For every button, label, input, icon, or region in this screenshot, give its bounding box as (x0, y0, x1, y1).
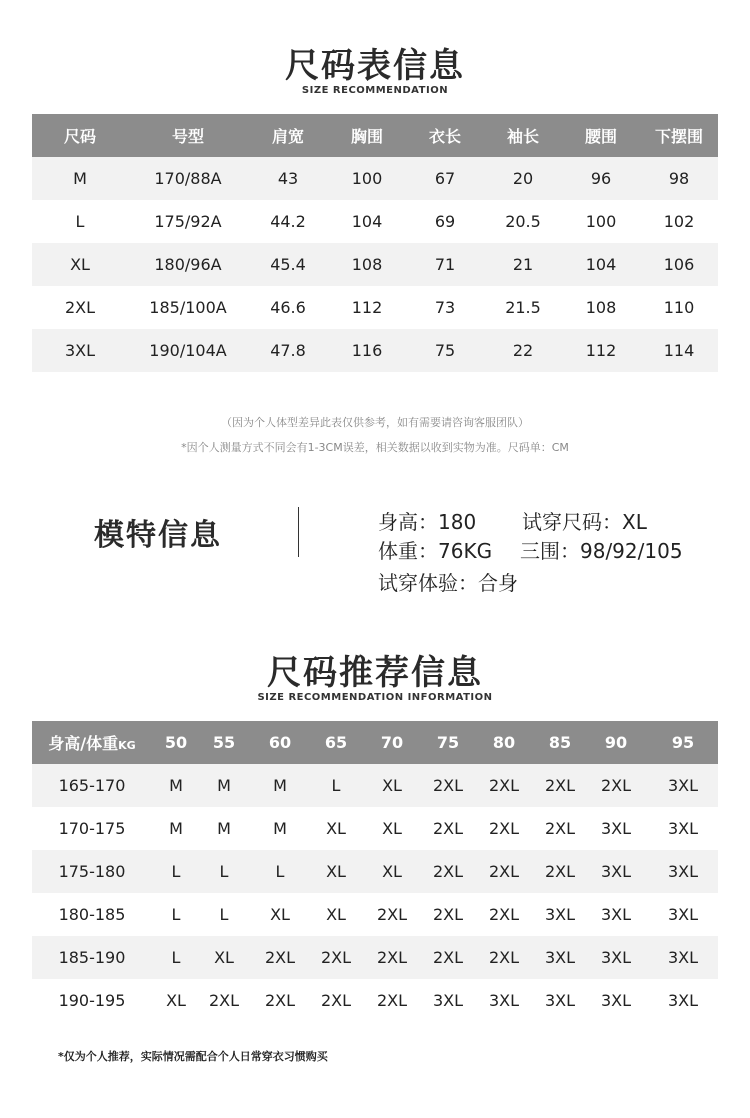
size-cell: 3XL (488, 991, 520, 1010)
table-row (32, 807, 718, 850)
size-cell: M (200, 764, 248, 807)
table-row (32, 936, 718, 979)
size-cell: 2XL (360, 936, 424, 979)
header-cell: 衣长 (406, 114, 484, 157)
height-range-cell: 165-170 (32, 764, 152, 807)
recommend-subtitle: SIZE RECOMMENDATION INFORMATION (257, 692, 493, 703)
table-cell: 45.4 (248, 243, 328, 286)
size-cell: 3XL (667, 819, 699, 838)
table-cell: 104 (562, 243, 640, 286)
size-cell: 3XL (648, 936, 718, 979)
divider (298, 507, 299, 557)
size-cell: M (169, 819, 183, 838)
size-cell: 3XL (432, 991, 464, 1010)
size-cell: 2XL (536, 850, 584, 893)
table-cell: 73 (434, 298, 456, 317)
size-cell: 2XL (264, 991, 296, 1010)
size-cell: XL (326, 905, 346, 924)
weight-header: 55 (200, 721, 248, 764)
height-range-cell: 185-190 (32, 936, 152, 979)
size-cell: 3XL (667, 905, 699, 924)
size-cell: XL (312, 850, 360, 893)
size-cell: XL (200, 936, 248, 979)
table-row (32, 979, 718, 1022)
corner-header (32, 721, 152, 764)
size-cell: L (219, 905, 229, 924)
size-cell: 3XL (648, 850, 718, 893)
size-cell: XL (360, 850, 424, 893)
size-cell: M (248, 764, 312, 807)
size-cell: 2XL (376, 991, 408, 1010)
table-cell: 75 (406, 329, 484, 372)
size-cell: M (217, 819, 231, 838)
table-cell: 3XL (32, 329, 128, 372)
height-range-cell: 180-185 (58, 905, 126, 924)
size-cell: 2XL (376, 905, 408, 924)
size-cell: 2XL (472, 936, 536, 979)
size-cell: L (312, 764, 360, 807)
table-cell: 71 (406, 243, 484, 286)
size-cell: 2XL (488, 819, 520, 838)
size-cell: L (152, 850, 200, 893)
size-chart-header-row (32, 114, 718, 157)
size-chart-subtitle: SIZE RECOMMENDATION (301, 85, 449, 96)
weight-header: 60 (248, 721, 312, 764)
size-cell: XL (360, 764, 424, 807)
weight-header: 95 (648, 721, 718, 764)
size-cell: 3XL (544, 991, 576, 1010)
table-cell: 21.5 (505, 298, 541, 317)
table-cell: 102 (663, 212, 695, 231)
size-cell: L (152, 936, 200, 979)
size-chart-title: 尺码表信息 (285, 46, 465, 86)
table-cell: 96 (562, 157, 640, 200)
model-measurements: 三围：98/92/105 (520, 539, 683, 563)
size-cell: XL (382, 819, 402, 838)
size-cell: 2XL (544, 819, 576, 838)
table-cell: 112 (562, 329, 640, 372)
table-cell: 43 (248, 157, 328, 200)
size-cell: L (248, 850, 312, 893)
corner-unit: KG (118, 739, 136, 752)
size-cell: 2XL (536, 764, 584, 807)
size-cell: 2XL (320, 991, 352, 1010)
table-cell: 108 (328, 243, 406, 286)
weight-header: 80 (472, 721, 536, 764)
header-cell: 袖长 (484, 114, 562, 157)
size-cell: M (273, 819, 287, 838)
size-cell: M (152, 764, 200, 807)
size-cell: 3XL (536, 936, 584, 979)
size-cell: XL (270, 905, 290, 924)
size-cell: L (171, 905, 181, 924)
header-cell: 肩宽 (248, 114, 328, 157)
size-cell: 2XL (424, 936, 472, 979)
recommend-footnote: *仅为个人推荐，实际情况需配合个人日常穿衣习惯购买 (58, 1050, 328, 1063)
header-cell: 腰围 (562, 114, 640, 157)
table-cell: 67 (406, 157, 484, 200)
table-cell: 180/96A (128, 243, 248, 286)
size-chart-disclaimer: *因个人测量方式不同会有1-3CM误差，相关数据以收到实物为准。尺码单：CM (181, 441, 569, 454)
table-cell: 108 (585, 298, 617, 317)
table-cell: 116 (328, 329, 406, 372)
weight-header: 90 (584, 721, 648, 764)
size-cell: 3XL (584, 936, 648, 979)
size-cell: 3XL (544, 905, 576, 924)
height-range-cell: 190-195 (58, 991, 126, 1010)
table-cell: 114 (640, 329, 718, 372)
weight-header: 70 (360, 721, 424, 764)
recommend-header-row (32, 721, 718, 764)
table-cell: 110 (663, 298, 695, 317)
size-cell: XL (166, 991, 186, 1010)
recommend-title: 尺码推荐信息 (267, 653, 483, 693)
table-row (32, 850, 718, 893)
table-cell: 190/104A (128, 329, 248, 372)
size-chart-table (32, 114, 718, 372)
table-cell: 112 (351, 298, 383, 317)
weight-header: 85 (536, 721, 584, 764)
table-cell: 100 (585, 212, 617, 231)
size-cell: 3XL (600, 819, 632, 838)
table-cell: L (75, 212, 85, 231)
table-cell: 21 (484, 243, 562, 286)
table-cell: 20.5 (505, 212, 541, 231)
model-weight: 体重：76KG (378, 539, 493, 563)
table-cell: 44.2 (270, 212, 306, 231)
table-cell: 98 (640, 157, 718, 200)
size-cell: 2XL (248, 936, 312, 979)
model-title: 模特信息 (94, 518, 222, 553)
size-cell: 3XL (667, 991, 699, 1010)
table-cell: 46.6 (270, 298, 306, 317)
table-cell: 2XL (64, 298, 96, 317)
size-cell: 3XL (648, 764, 718, 807)
table-row (32, 764, 718, 807)
size-cell: 2XL (472, 764, 536, 807)
table-cell: 106 (640, 243, 718, 286)
size-cell: 2XL (488, 905, 520, 924)
table-row (32, 157, 718, 200)
table-cell: 104 (351, 212, 383, 231)
size-cell: XL (326, 819, 346, 838)
size-cell: 2XL (424, 764, 472, 807)
table-cell: 20 (484, 157, 562, 200)
table-cell: M (32, 157, 128, 200)
table-cell: 47.8 (248, 329, 328, 372)
size-cell: 3XL (600, 991, 632, 1010)
table-row (32, 329, 718, 372)
table-row (32, 200, 718, 243)
size-cell: 2XL (208, 991, 240, 1010)
weight-header: 50 (152, 721, 200, 764)
size-cell: 2XL (432, 905, 464, 924)
size-cell: 2XL (584, 764, 648, 807)
size-cell: 2XL (472, 850, 536, 893)
weight-header: 75 (424, 721, 472, 764)
size-cell: 3XL (584, 850, 648, 893)
table-cell: 69 (434, 212, 456, 231)
table-row (32, 286, 718, 329)
table-cell: 185/100A (149, 298, 227, 317)
size-cell: L (200, 850, 248, 893)
table-row (32, 243, 718, 286)
model-try-size: 试穿尺码：XL (522, 510, 647, 534)
model-experience: 试穿体验：合身 (378, 571, 518, 595)
size-cell: 2XL (312, 936, 360, 979)
size-cell: 2XL (424, 850, 472, 893)
size-cell: 2XL (432, 819, 464, 838)
table-cell: 170/88A (128, 157, 248, 200)
corner-label: 身高/体重 (48, 734, 119, 753)
size-cell: 3XL (600, 905, 632, 924)
table-cell: 100 (328, 157, 406, 200)
height-range-cell: 170-175 (58, 819, 126, 838)
height-range-cell: 175-180 (32, 850, 152, 893)
table-cell: 175/92A (154, 212, 222, 231)
header-cell: 号型 (128, 114, 248, 157)
table-cell: XL (32, 243, 128, 286)
weight-header: 65 (312, 721, 360, 764)
header-cell: 下摆围 (640, 114, 718, 157)
header-cell: 尺码 (32, 114, 128, 157)
model-height: 身高：180 (378, 510, 477, 534)
size-chart-note: （因为个人体型差异此表仅供参考，如有需要请咨询客服团队） (221, 416, 529, 429)
header-cell: 胸围 (328, 114, 406, 157)
table-cell: 22 (484, 329, 562, 372)
table-row (32, 893, 718, 936)
recommend-table (32, 721, 718, 1022)
